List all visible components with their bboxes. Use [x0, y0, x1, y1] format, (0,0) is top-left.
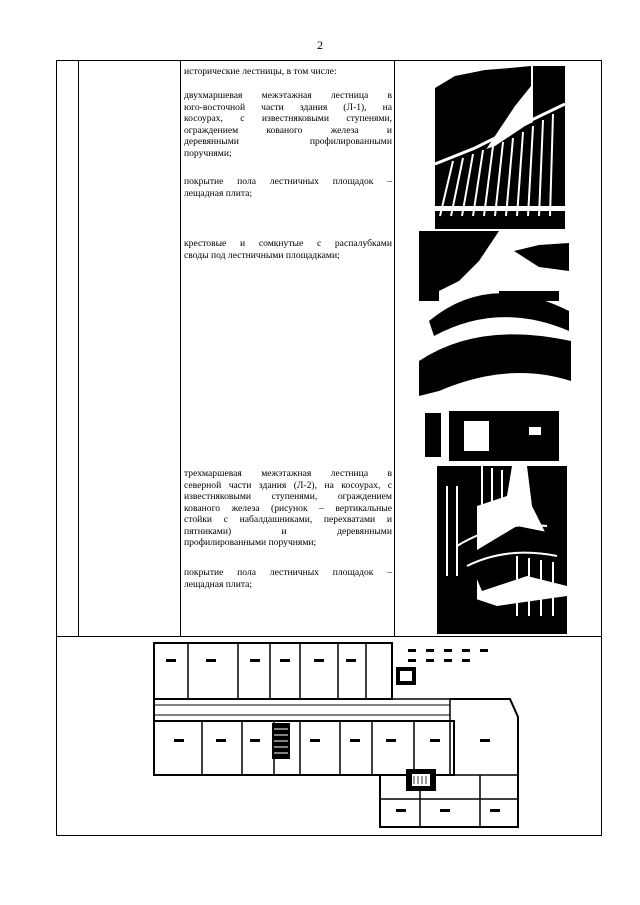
staircase-photo-1: [435, 66, 565, 229]
stair2-line-3: известняковыми ступенями, ограждением: [184, 491, 392, 502]
stair1-line-1: двухмаршевая межэтажная лестница в: [184, 90, 392, 101]
stair2-line-1: трехмаршевая межэтажная лестница в: [184, 468, 392, 479]
stair2-line-5: стойки с набалдашниками, перехватами и: [184, 514, 392, 525]
description-block-3: [184, 176, 392, 199]
page-number: 2: [317, 38, 323, 52]
description-block-6: [184, 567, 392, 590]
stair1-line-5: деревянными профилированными: [184, 136, 392, 147]
description-block-1: [184, 66, 392, 78]
stair1-line-2: юго-восточной части здания (Л-1), на: [184, 101, 392, 113]
staircase-photo-2-image: [437, 466, 567, 634]
stair2-line-6: пятниками) и деревянными: [184, 525, 392, 537]
floor2-line-1: покрытие пола лестничных площадок –: [184, 567, 392, 578]
stair1-line-6: поручнями;: [184, 147, 232, 159]
column-divider-2: [180, 61, 181, 637]
vault-photo: [419, 231, 571, 461]
row-divider: [57, 636, 601, 637]
floor1-line-2: лещадная плита;: [184, 187, 253, 199]
staircase-photo-1-image: [435, 66, 565, 229]
stair2-line-2: северной части здания (Л-2), на косоурах, с: [184, 479, 392, 491]
column-divider-1: [78, 61, 79, 637]
vault-photo-image: [419, 231, 571, 461]
stair1-line-3: косоурах, с известняковыми ступенями,: [184, 113, 392, 124]
floor2-line-2: лещадная плита;: [184, 578, 253, 590]
vault-line-1: крестовые и сомкнутые с распалубками: [184, 238, 392, 249]
document-table: [56, 60, 602, 836]
intro-line: исторические лестницы, в том числе:: [184, 66, 337, 77]
stair1-line-4: ограждением кованого железа и: [184, 124, 392, 136]
description-block-2: [184, 90, 392, 159]
column-divider-3: [394, 61, 395, 637]
staircase-photo-2: [437, 466, 567, 634]
stair2-line-4: кованого железа (рисунок – вертикальные: [184, 502, 392, 514]
description-block-4: [184, 238, 392, 261]
floor-plan-image: [150, 639, 524, 831]
stair2-line-7: профилированными поручнями;: [184, 537, 317, 548]
description-block-5: [184, 468, 392, 549]
floor1-line-1: покрытие пола лестничных площадок –: [184, 176, 392, 187]
floor-plan-drawing: [150, 639, 524, 831]
vault-line-2: своды под лестничными площадками;: [184, 249, 340, 261]
